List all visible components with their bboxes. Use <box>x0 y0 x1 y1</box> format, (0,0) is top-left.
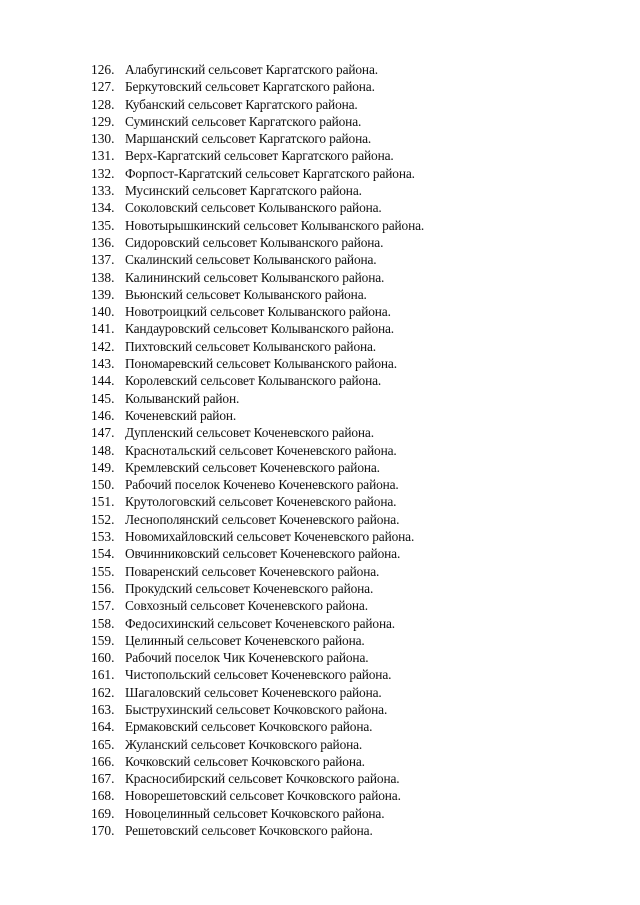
list-item <box>91 338 611 355</box>
item-number: 142. <box>91 338 115 354</box>
item-number: 152. <box>91 511 115 527</box>
item-number: 149. <box>91 459 115 475</box>
item-number: 128. <box>91 96 115 112</box>
list-item <box>91 199 611 216</box>
item-text: Маршанский сельсовет Каргатского района. <box>125 131 372 147</box>
item-text: Рабочий поселок Чик Коченевского района. <box>125 650 369 666</box>
item-number: 145. <box>91 390 115 406</box>
item-number: 147. <box>91 425 115 441</box>
item-text: Совхозный сельсовет Коченевского района. <box>125 598 368 614</box>
list-item <box>91 217 611 234</box>
item-number: 161. <box>91 667 115 683</box>
item-number: 167. <box>91 771 115 787</box>
list-item <box>91 632 611 649</box>
list-item <box>91 787 611 804</box>
item-number: 148. <box>91 442 115 458</box>
item-text: Кубанский сельсовет Каргатского района. <box>125 96 358 112</box>
item-number: 132. <box>91 165 115 181</box>
item-text: Пихтовский сельсовет Колыванского района. <box>125 338 376 354</box>
item-text: Королевский сельсовет Колыванского района. <box>125 373 382 389</box>
list-item <box>91 355 611 372</box>
item-number: 160. <box>91 650 115 666</box>
list-item <box>91 718 611 735</box>
item-text: Соколовский сельсовет Колыванского района. <box>125 200 382 216</box>
item-text: Быструхинский сельсовет Кочковского района. <box>125 701 388 717</box>
item-number: 137. <box>91 252 115 268</box>
list-item <box>91 545 611 562</box>
item-text: Пономаревский сельсовет Колыванского района. <box>125 356 397 372</box>
list-item <box>91 476 611 493</box>
list-item <box>91 459 611 476</box>
list-item <box>91 147 611 164</box>
item-text: Форпост-Каргатский сельсовет Каргатского района. <box>125 165 415 181</box>
numbered-list <box>91 61 611 839</box>
item-number: 126. <box>91 62 115 77</box>
list-item <box>91 251 611 268</box>
item-text: Целинный сельсовет Коченевского района. <box>125 632 365 648</box>
item-number: 138. <box>91 269 115 285</box>
item-text: Суминский сельсовет Каргатского района. <box>125 113 362 129</box>
list-item <box>91 320 611 337</box>
item-text: Поваренский сельсовет Коченевского района. <box>125 563 380 579</box>
item-text: Новотырышкинский сельсовет Колыванского района. <box>125 217 425 233</box>
item-text: Алабугинский сельсовет Каргатского района. <box>125 62 378 77</box>
item-number: 163. <box>91 701 115 717</box>
list-item <box>91 78 611 95</box>
item-number: 130. <box>91 131 115 147</box>
list-item <box>91 822 611 839</box>
item-number: 143. <box>91 356 115 372</box>
item-text: Верх-Каргатский сельсовет Каргатского района. <box>125 148 394 164</box>
item-text: Новоцелинный сельсовет Кочковского района. <box>125 805 385 821</box>
item-number: 136. <box>91 234 115 250</box>
item-text: Скалинский сельсовет Колыванского района. <box>125 252 377 268</box>
list-item <box>91 234 611 251</box>
item-number: 155. <box>91 563 115 579</box>
item-number: 164. <box>91 719 115 735</box>
item-number: 153. <box>91 529 115 545</box>
item-text: Ермаковский сельсовет Кочковского района. <box>125 719 373 735</box>
item-text: Чистопольский сельсовет Коченевского района. <box>125 667 392 683</box>
item-text: Шагаловский сельсовет Коченевского района. <box>125 684 382 700</box>
item-number: 159. <box>91 632 115 648</box>
item-text: Кремлевский сельсовет Коченевского района. <box>125 459 380 475</box>
item-text: Кочковский сельсовет Кочковского района. <box>125 753 365 769</box>
item-number: 157. <box>91 598 115 614</box>
item-number: 151. <box>91 494 115 510</box>
list-item <box>91 286 611 303</box>
item-number: 165. <box>91 736 115 752</box>
item-text: Овчинниковский сельсовет Коченевского района. <box>125 546 401 562</box>
list-item <box>91 390 611 407</box>
item-number: 141. <box>91 321 115 337</box>
list-item <box>91 424 611 441</box>
item-number: 133. <box>91 183 115 199</box>
list-item <box>91 753 611 770</box>
item-text: Вьюнский сельсовет Колыванского района. <box>125 286 367 302</box>
item-text: Колыванский район. <box>125 390 240 406</box>
list-item <box>91 666 611 683</box>
list-item <box>91 269 611 286</box>
item-text: Рабочий поселок Коченево Коченевского района. <box>125 477 399 493</box>
item-text: Прокудский сельсовет Коченевского района. <box>125 580 374 596</box>
list-item <box>91 597 611 614</box>
item-number: 166. <box>91 753 115 769</box>
item-text: Жуланский сельсовет Кочковского района. <box>125 736 363 752</box>
item-number: 135. <box>91 217 115 233</box>
list-item <box>91 528 611 545</box>
item-text: Кандауровский сельсовет Колыванского района. <box>125 321 395 337</box>
list-item <box>91 615 611 632</box>
list-item <box>91 113 611 130</box>
item-text: Леснополянский сельсовет Коченевского района. <box>125 511 400 527</box>
item-number: 144. <box>91 373 115 389</box>
list-item <box>91 493 611 510</box>
item-text: Новорешетовский сельсовет Кочковского района. <box>125 788 401 804</box>
item-number: 168. <box>91 788 115 804</box>
item-text: Мусинский сельсовет Каргатского района. <box>125 183 362 199</box>
list-item <box>91 563 611 580</box>
item-text: Решетовский сельсовет Кочковского района. <box>125 823 373 839</box>
item-number: 162. <box>91 684 115 700</box>
list-item <box>91 303 611 320</box>
list-item <box>91 770 611 787</box>
list-item <box>91 182 611 199</box>
item-text: Краснотальский сельсовет Коченевского района. <box>125 442 397 458</box>
list-item <box>91 701 611 718</box>
item-text: Беркутовский сельсовет Каргатского района. <box>125 79 375 95</box>
item-number: 140. <box>91 304 115 320</box>
list-item <box>91 649 611 666</box>
item-number: 150. <box>91 477 115 493</box>
list-item <box>91 736 611 753</box>
item-text: Новомихайловский сельсовет Коченевского района. <box>125 529 415 545</box>
item-number: 129. <box>91 113 115 129</box>
item-text: Коченевский район. <box>125 407 237 423</box>
item-number: 127. <box>91 79 115 95</box>
item-number: 156. <box>91 580 115 596</box>
item-number: 154. <box>91 546 115 562</box>
item-number: 169. <box>91 805 115 821</box>
list-item <box>91 372 611 389</box>
item-text: Калининский сельсовет Колыванского района. <box>125 269 385 285</box>
list-item <box>91 407 611 424</box>
item-number: 158. <box>91 615 115 631</box>
item-text: Сидоровский сельсовет Колыванского района. <box>125 234 384 250</box>
item-text: Новотроицкий сельсовет Колыванского района. <box>125 304 391 320</box>
item-text: Крутологовский сельсовет Коченевского района. <box>125 494 397 510</box>
item-text: Дупленский сельсовет Коченевского района. <box>125 425 374 441</box>
list-item <box>91 442 611 459</box>
list-item <box>91 61 611 78</box>
item-number: 134. <box>91 200 115 216</box>
list-item <box>91 130 611 147</box>
list-item <box>91 96 611 113</box>
list-item <box>91 580 611 597</box>
item-number: 131. <box>91 148 115 164</box>
item-number: 170. <box>91 823 115 839</box>
item-number: 139. <box>91 286 115 302</box>
list-item <box>91 684 611 701</box>
list-item <box>91 805 611 822</box>
item-text: Федосихинский сельсовет Коченевского района. <box>125 615 395 631</box>
list-item <box>91 165 611 182</box>
item-number: 146. <box>91 407 115 423</box>
item-text: Красносибирский сельсовет Кочковского района. <box>125 771 400 787</box>
list-item <box>91 511 611 528</box>
